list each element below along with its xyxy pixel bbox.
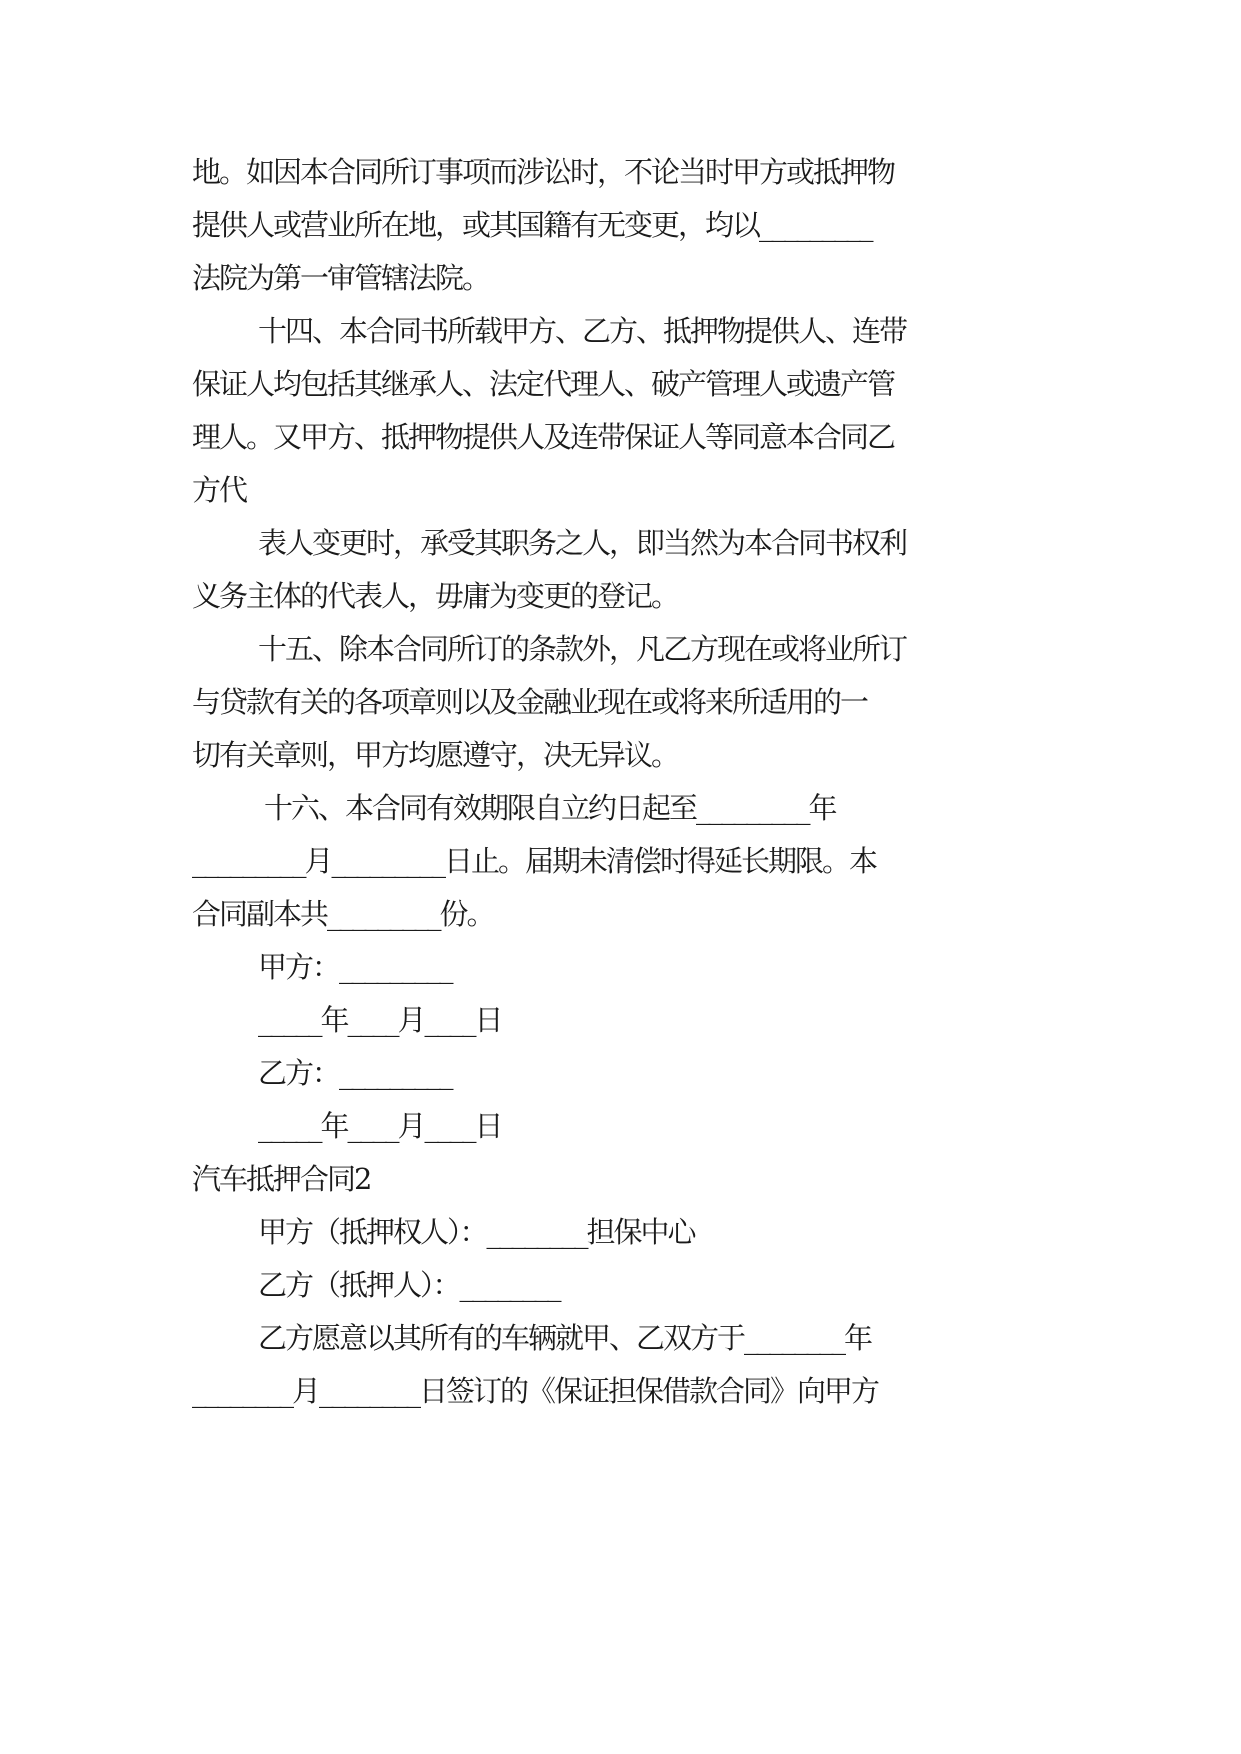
text-line: ________月________日签订的《保证担保借款合同》向甲方 (192, 1374, 879, 1408)
text-line: 义务主体的代表人，毋庸为变更的登记。 (192, 579, 679, 613)
text-line: 理人。又甲方、抵押物提供人及连带保证人等同意本合同乙 (192, 420, 895, 454)
text-line: 与贷款有关的各项章则以及金融业现在或将来所适用的一 (192, 685, 868, 719)
date-line: _____年____月____日 (258, 1109, 502, 1143)
text-line: 十四、本合同书所载甲方、乙方、抵押物提供人、连带 (258, 314, 907, 348)
section-title: 汽车抵押合同2 (192, 1162, 371, 1196)
text-line: 乙方愿意以其所有的车辆就甲、乙双方于________年 (258, 1321, 872, 1355)
text-line: 乙方（抵押人）：________ (258, 1268, 560, 1302)
text-line: 甲方（抵押权人）：________担保中心 (258, 1215, 695, 1249)
text-line: 提供人或营业所在地，或其国籍有无变更，均以_________ (192, 208, 872, 242)
text-line: 切有关章则，甲方均愿遵守，决无异议。 (192, 738, 679, 772)
text-line: 十六、本合同有效期限自立约日起至_________年 (264, 791, 836, 825)
text-line: 法院为第一审管辖法院。 (192, 261, 490, 295)
text-line: _________月_________日止。届期未清偿时得延长期限。本 (192, 844, 877, 878)
text-line: 地。如因本合同所订事项而涉讼时，不论当时甲方或抵押物 (192, 155, 895, 189)
text-line: 合同副本共_________份。 (192, 897, 494, 931)
text-line: 保证人均包括其继承人、法定代理人、破产管理人或遗产管 (192, 367, 895, 401)
text-line: 表人变更时，承受其职务之人，即当然为本合同书权利 (258, 526, 907, 560)
text-line: 十五、除本合同所订的条款外，凡乙方现在或将业所订 (258, 632, 907, 666)
signature-party-a: 甲方：_________ (258, 950, 452, 984)
date-line: _____年____月____日 (258, 1003, 502, 1037)
text-line: 方代 (192, 473, 247, 507)
signature-party-b: 乙方：_________ (258, 1056, 452, 1090)
